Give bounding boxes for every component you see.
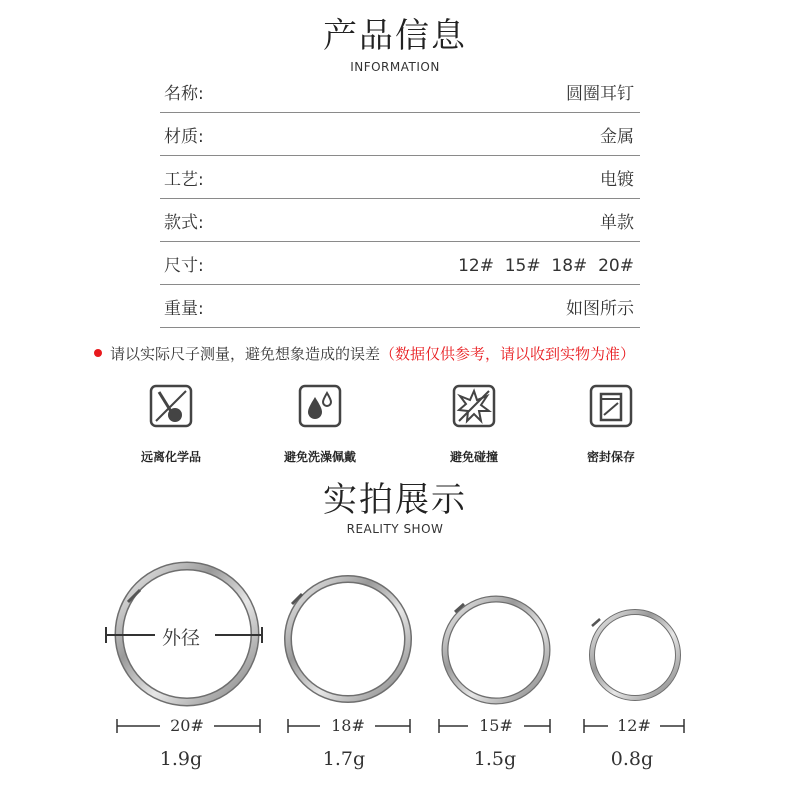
hoop-12 <box>592 612 678 698</box>
size-label: 15# <box>479 716 513 735</box>
info-value: 单款 <box>600 213 634 233</box>
info-label: 名称: <box>164 84 204 104</box>
notice-highlight: （数据仅供参考，请以收到实物为准） <box>380 345 636 363</box>
care-label: 避免洗澡佩戴 <box>283 450 356 464</box>
info-label: 重量: <box>164 299 204 319</box>
info-label: 材质: <box>164 127 204 147</box>
info-value: 圆圈耳钉 <box>566 84 634 104</box>
product-info-subtitle: INFORMATION <box>350 60 440 74</box>
size-label: 12# <box>617 716 651 735</box>
hoop-15 <box>445 599 547 701</box>
weight-label: 0.8g <box>610 748 654 770</box>
reality-show-title: 实拍展示 <box>323 480 467 520</box>
info-label: 款式: <box>164 213 204 233</box>
care-label: 密封保存 <box>586 450 635 464</box>
info-value: 如图所示 <box>566 299 634 319</box>
notice-text: 请以实际尺子测量，避免想象造成的误差 <box>110 345 381 363</box>
hoop-18 <box>288 579 408 699</box>
weight-label: 1.7g <box>322 748 366 770</box>
info-value: 金属 <box>600 127 634 147</box>
product-info-title: 产品信息 <box>323 16 467 56</box>
weight-label: 1.9g <box>159 748 203 770</box>
info-value: 电镀 <box>600 170 634 190</box>
care-label: 远离化学品 <box>140 450 201 464</box>
info-label: 工艺: <box>164 170 204 190</box>
info-value: 12# 15# 18# 20# <box>458 256 634 276</box>
info-label: 尺寸: <box>164 256 204 276</box>
care-label: 避免碰撞 <box>449 450 498 464</box>
size-label: 18# <box>331 716 365 735</box>
outer-diameter-label: 外径 <box>158 623 204 650</box>
reality-show-subtitle: REALITY SHOW <box>346 522 444 536</box>
size-label: 20# <box>170 716 204 735</box>
weight-label: 1.5g <box>473 748 517 770</box>
